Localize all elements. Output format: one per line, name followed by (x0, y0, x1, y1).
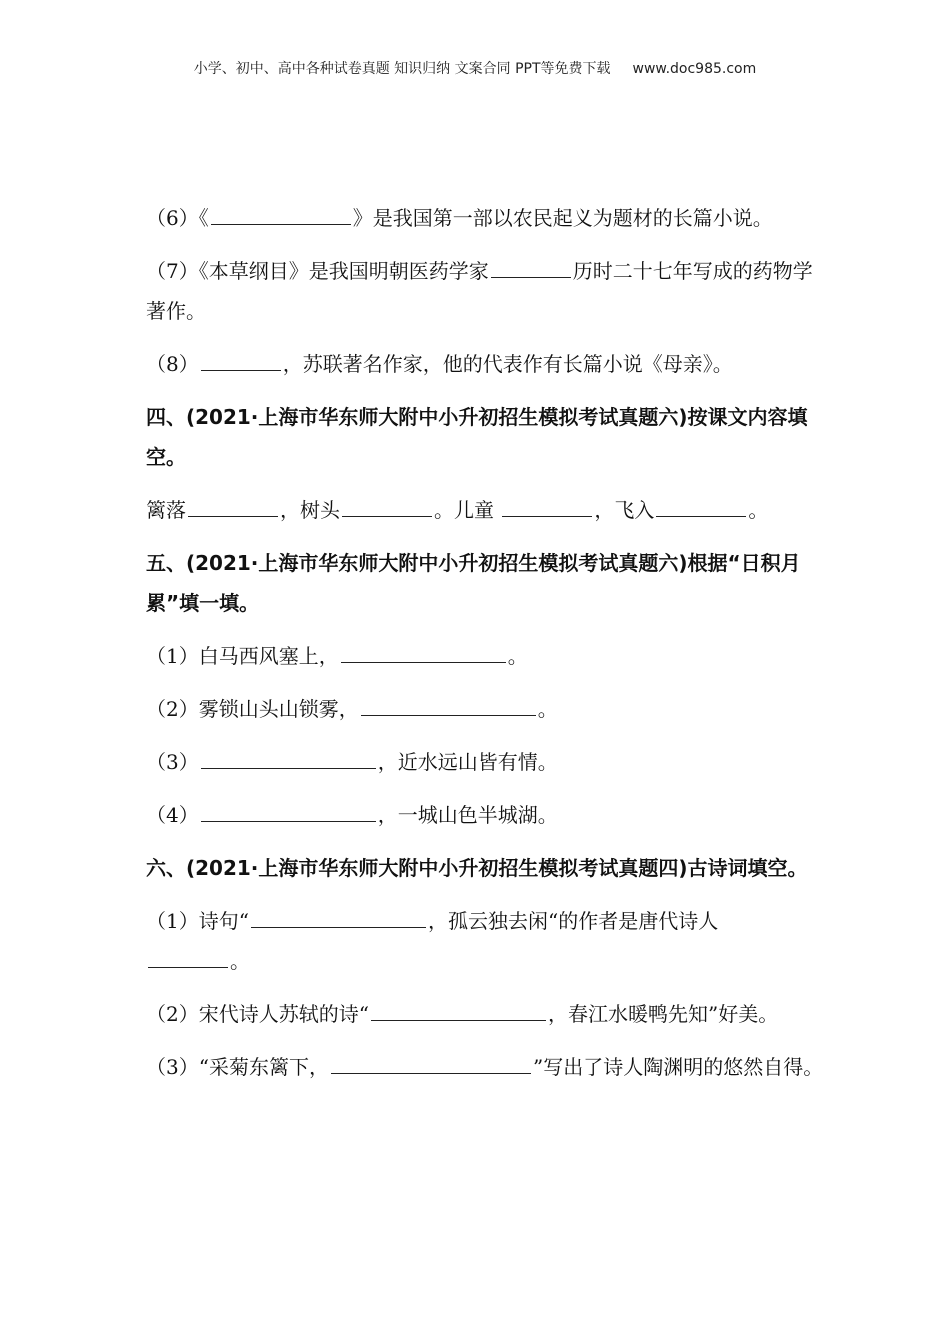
section-5-item-1: （1）白马西风塞上， 。 (146, 644, 528, 668)
section-6-heading: 六、(2021·上海市华东师大附中小升初招生模拟考试真题四)古诗词填空。 (146, 856, 808, 880)
section-4-poem: 篱落 ，树头 。儿童 ，飞入 。 (146, 498, 769, 522)
question-7: （7）《本草纲目》是我国明朝医药学家 历时二十七年写成的药物学著作。 (146, 259, 813, 323)
page-header (0, 58, 950, 78)
section-5-item-3: （3） ，近水远山皆有情。 (146, 750, 558, 774)
section-6-item-2: （2）宋代诗人苏轼的诗“ ，春江水暖鸭先知”好美。 (146, 1002, 779, 1026)
answer-blank[interactable] (491, 257, 571, 278)
section-6-item-3: （3）“采菊东篱下， ”写出了诗人陶渊明的悠然自得。 (146, 1055, 824, 1079)
answer-blank[interactable] (342, 496, 432, 517)
answer-blank[interactable] (201, 748, 376, 769)
answer-blank[interactable] (371, 1000, 546, 1021)
section-5-item-4: （4） ，一城山色半城湖。 (146, 803, 558, 827)
section-6-item-1: （1）诗句“ ，孤云独去闲“的作者是唐代诗人 。 (146, 909, 719, 973)
answer-blank[interactable] (251, 907, 426, 928)
answer-blank[interactable] (341, 642, 506, 663)
answer-blank[interactable] (331, 1053, 531, 1074)
answer-blank[interactable] (211, 204, 351, 225)
answer-blank[interactable] (201, 350, 281, 371)
answer-blank[interactable] (148, 947, 228, 968)
header-url[interactable]: www.doc985.com (632, 61, 757, 77)
header-text: 小学、初中、高中各种试卷真题 知识归纳 文案合同 PPT等免费下载 (193, 61, 611, 77)
answer-blank[interactable] (656, 496, 746, 517)
document-body (146, 198, 826, 1100)
question-6: （6）《 》是我国第一部以农民起义为题材的长篇小说。 (146, 206, 773, 230)
section-4-heading: 四、(2021·上海市华东师大附中小升初招生模拟考试真题六)按课文内容填空。 (146, 405, 808, 469)
question-8: （8） ，苏联著名作家，他的代表作有长篇小说《母亲》。 (146, 352, 733, 376)
answer-blank[interactable] (502, 496, 592, 517)
answer-blank[interactable] (201, 801, 376, 822)
answer-blank[interactable] (361, 695, 536, 716)
answer-blank[interactable] (188, 496, 278, 517)
section-5-item-2: （2）雾锁山头山锁雾， 。 (146, 697, 558, 721)
section-5-heading: 五、(2021·上海市华东师大附中小升初招生模拟考试真题六)根据“日积月累”填一填。 (146, 551, 801, 615)
